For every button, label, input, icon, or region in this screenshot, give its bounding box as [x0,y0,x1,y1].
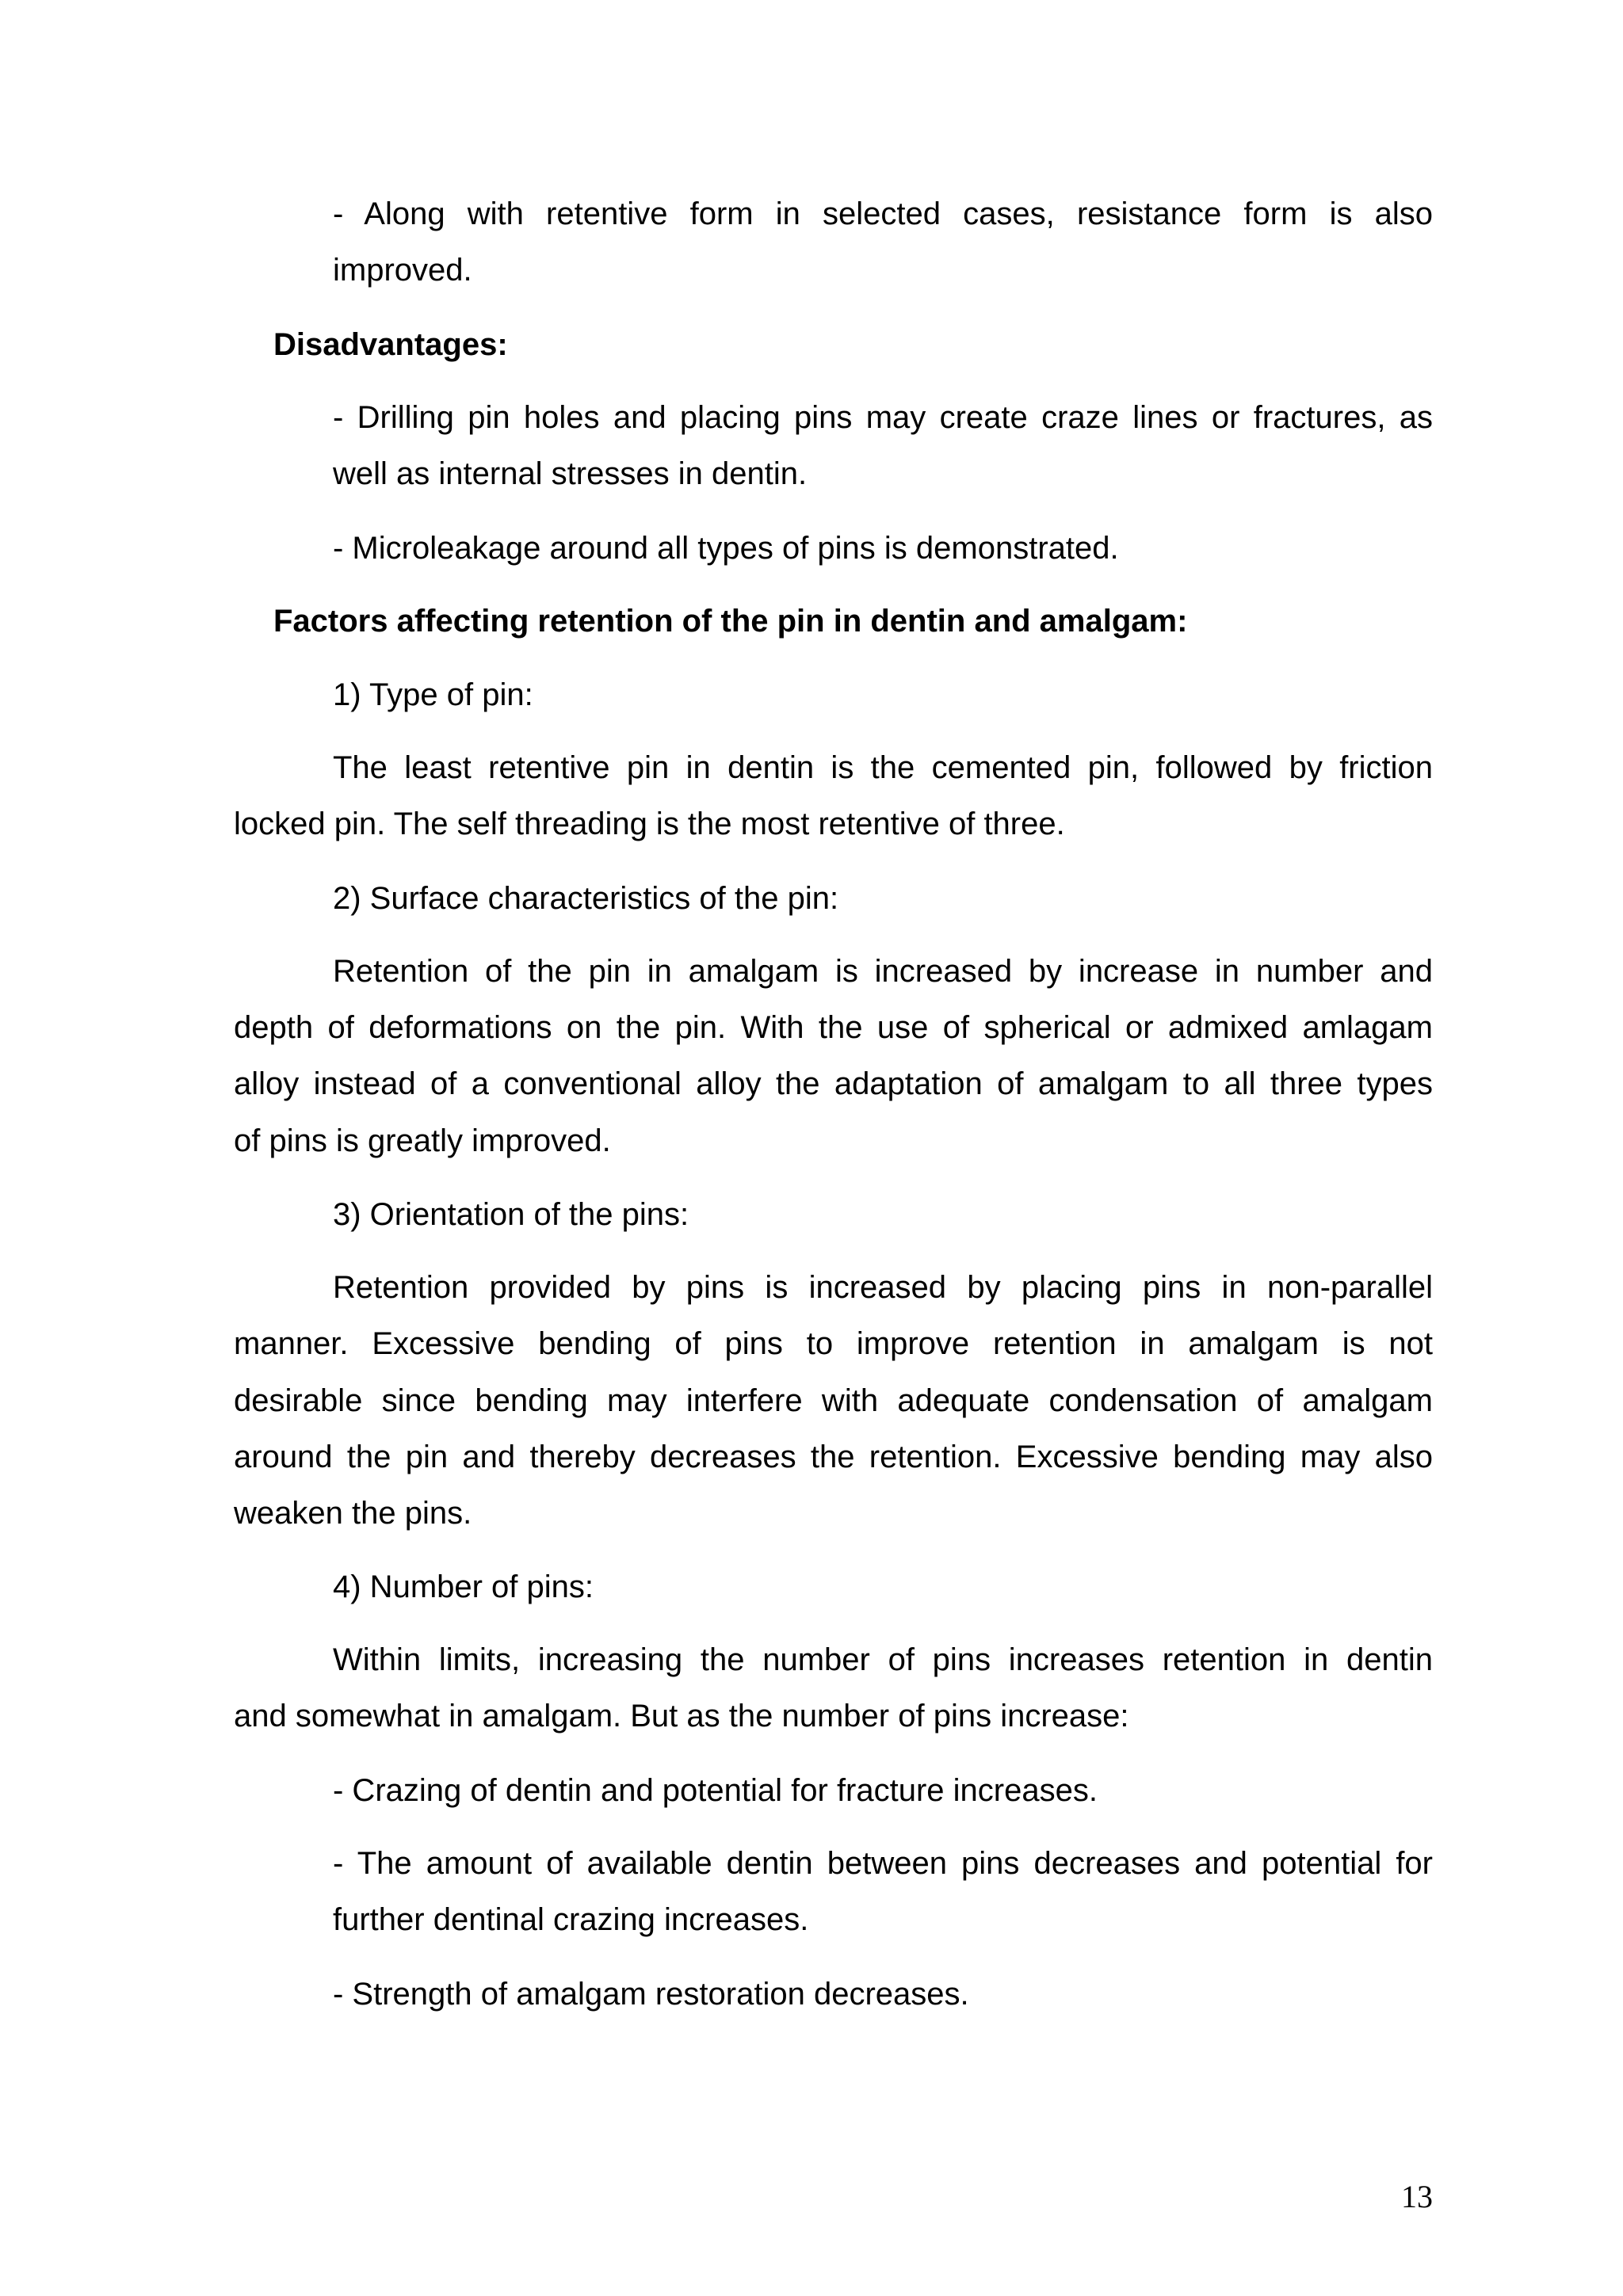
bullet-retentive-form-line-2: improved. [333,253,472,288]
subheading-surface-characteristics: 2) Surface characteristics of the pin: [333,881,839,916]
bullet-retentive-form-line-1: - Along with retentive form in selected cases, resistance form is also [333,196,1433,231]
paragraph-type-of-pin-line-2: locked pin. The self threading is the most retentive of three. [234,807,1065,841]
paragraph-surface-line-4: of pins is greatly improved. [234,1123,611,1158]
bullet-crazing: - Crazing of dentin and potential for fracture increases. [333,1773,1098,1808]
paragraph-orientation-line-5: weaken the pins. [234,1496,472,1531]
heading-factors-affecting-retention: Factors affecting retention of the pin in dentin and amalgam: [273,604,1188,639]
paragraph-orientation-line-2: manner. Excessive bending of pins to improve retention in amalgam is not [234,1326,1433,1361]
bullet-available-dentin-line-1: - The amount of available dentin between pins decreases and potential for [333,1846,1433,1881]
paragraph-number-line-2: and somewhat in amalgam. But as the number of pins increase: [234,1699,1129,1733]
paragraph-number-line-1: Within limits, increasing the number of pins increases retention in dentin [333,1642,1433,1677]
bullet-available-dentin-line-2: further dentinal crazing increases. [333,1902,809,1937]
paragraph-surface-line-3: alloy instead of a conventional alloy the adaptation of amalgam to all three types [234,1066,1433,1101]
bullet-microleakage: - Microleakage around all types of pins is demonstrated. [333,531,1119,566]
paragraph-orientation-line-4: around the pin and thereby decreases the retention. Excessive bending may also [234,1440,1433,1474]
subheading-orientation-of-pins: 3) Orientation of the pins: [333,1197,689,1232]
paragraph-surface-line-1: Retention of the pin in amalgam is increased by increase in number and [333,954,1433,989]
paragraph-orientation-line-1: Retention provided by pins is increased by placing pins in non-parallel [333,1270,1433,1305]
paragraph-type-of-pin-line-1: The least retentive pin in dentin is the cemented pin, followed by friction [333,750,1433,785]
subheading-number-of-pins: 4) Number of pins: [333,1569,594,1604]
subheading-type-of-pin: 1) Type of pin: [333,677,533,712]
page-number: 13 [1401,2179,1433,2214]
heading-disadvantages: Disadvantages: [273,327,508,362]
paragraph-orientation-line-3: desirable since bending may interfere with adequate condensation of amalgam [234,1383,1433,1418]
bullet-drilling-line-1: - Drilling pin holes and placing pins may create craze lines or fractures, as [333,400,1433,435]
bullet-strength-decreases: - Strength of amalgam restoration decreases. [333,1977,969,2012]
paragraph-surface-line-2: depth of deformations on the pin. With the use of spherical or admixed amlagam [234,1010,1433,1045]
bullet-drilling-line-2: well as internal stresses in dentin. [333,456,808,491]
